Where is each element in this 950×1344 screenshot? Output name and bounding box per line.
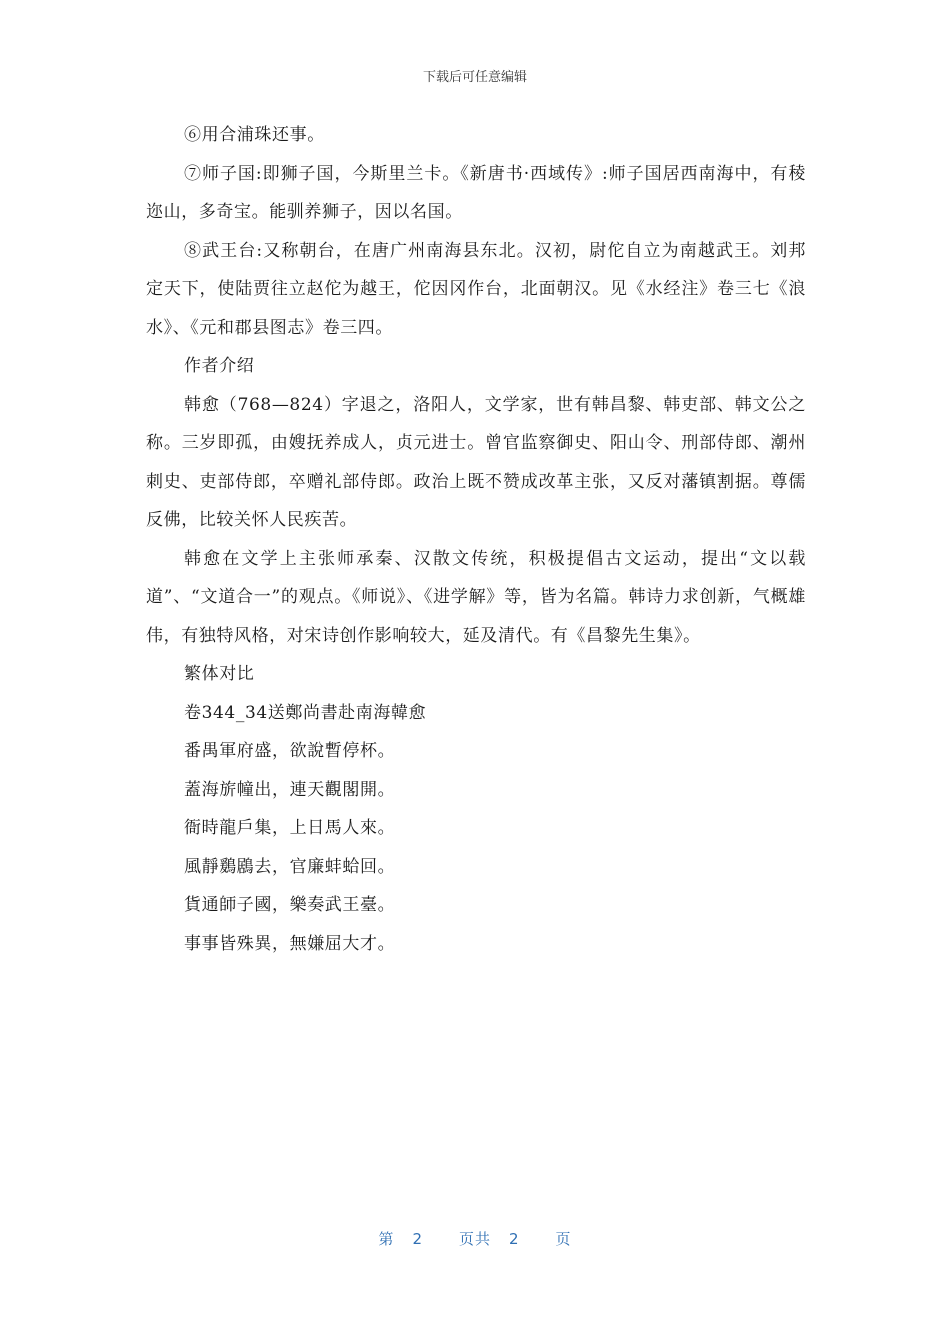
page-prefix: 第 [378, 1230, 395, 1248]
poem-line: 事事皆殊異，無嫌屈大才。 [184, 933, 396, 954]
poem-line: 衙時龍戶集，上日馬人來。 [184, 818, 396, 838]
author-paragraph: 韩愈在文学上主张师承秦、汉散文传统，积极提倡古文运动，提出“文以载道”、“文道合一”的观点。《师说》、《进学解》等，皆为名篇。韩诗力求创新，气概雄伟，有独特风格，对宋诗创作影响较大，延及清代。有《昌黎先生集》。 [146, 548, 806, 646]
document-body [146, 116, 806, 963]
note-7: ⑦师子国:即狮子国，今斯里兰卡。《新唐书·西域传》:师子国居西南海中，有稜迩山，多奇宝。能驯养狮子，因以名国。 [146, 163, 806, 222]
page-suffix: 页 [555, 1230, 572, 1248]
author-paragraph: 韩愈（768—824）字退之，洛阳人，文学家，世有韩昌黎、韩吏部、韩文公之称。三岁即孤，由嫂抚养成人，贞元进士。曾官监察御史、阳山令、刑部侍郎、潮州刺史、吏部侍郎，卒赠礼部侍郎。政治上既不赞成改革主张，又反对藩镇割据。尊儒反佛，比较关怀人民疾苦。 [146, 394, 806, 530]
page-footer [0, 1228, 950, 1249]
page-middle: 页共 [458, 1230, 491, 1248]
note-6: ⑥用合浦珠还事。 [184, 125, 325, 145]
page-current: 2 [412, 1230, 423, 1248]
page-total: 2 [509, 1230, 520, 1248]
note-8: ⑧武王台:又称朝台，在唐广州南海县东北。汉初，尉佗自立为南越武王。刘邦定天下，使陆贾往立赵佗为越王，佗因冈作台，北面朝汉。见《水经注》卷三七《浪水》、《元和郡县图志》卷三四。 [146, 240, 806, 338]
poem-line: 番禺軍府盛，欲說暫停杯。 [184, 741, 396, 761]
poem-line: 蓋海旂幢出，連天觀閣開。 [184, 779, 396, 800]
poem-line: 貨通師子國，樂奏武王臺。 [184, 895, 396, 915]
poem-title: 卷344_34送鄭尚書赴南海韓愈 [184, 702, 427, 723]
author-heading: 作者介绍 [184, 356, 255, 376]
poem-line: 風靜鶢鶋去，官廉蚌蛤回。 [184, 856, 396, 877]
traditional-heading: 繁体对比 [184, 664, 255, 684]
page-header: 下载后可任意编辑 [422, 70, 527, 85]
